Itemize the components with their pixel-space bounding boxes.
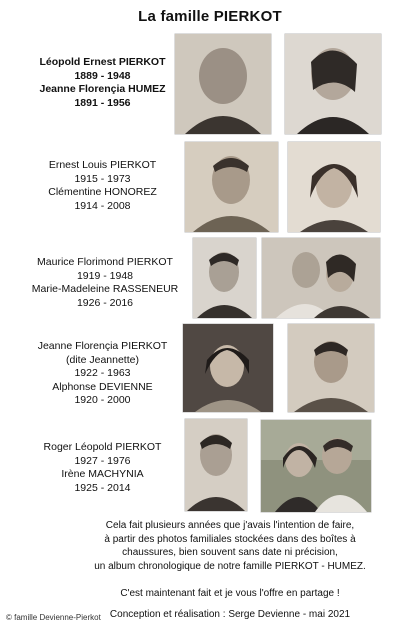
caption-line: Marie-Madeleine RASSENEUR	[31, 283, 179, 296]
caption-line: Maurice Florimond PIERKOT	[37, 256, 173, 268]
paragraph-line: un album chronologique de notre famille PIERKOT - HUMEZ.	[94, 560, 366, 572]
copyright-note: © famille Devienne-Pierkot	[6, 613, 101, 622]
credit-line: Conception et réalisation : Serge Devienne - mai 2021	[109, 609, 351, 620]
caption-line: Alphonse DEVIENNE	[52, 380, 153, 393]
portrait-photo-couple-outdoor	[261, 420, 371, 512]
caption-line: Jeanne Florençia HUMEZ	[39, 83, 166, 96]
portrait-photo-woman-profile	[285, 34, 381, 134]
caption-line: 1891 - 1956	[74, 96, 131, 109]
caption-line: 1925 - 2014	[74, 481, 131, 494]
generation-3-caption	[20, 256, 190, 310]
portrait-photo-man	[288, 324, 374, 412]
generation-2-caption	[20, 159, 185, 213]
caption-line: 1889 - 1948	[74, 69, 131, 82]
caption-line: Léopold Ernest PIERKOT	[39, 56, 166, 68]
caption-line: 1920 - 2000	[74, 394, 131, 407]
caption-line: 1914 - 2008	[74, 199, 131, 212]
portrait-photo-woman	[183, 324, 273, 412]
portrait-photo-soldier	[185, 142, 278, 232]
generation-5-caption	[20, 441, 185, 495]
generation-1-caption	[20, 56, 185, 110]
portrait-photo-man	[185, 419, 247, 511]
caption-line: Irène MACHYNIA	[61, 468, 144, 481]
portrait-photo-woman	[288, 142, 380, 232]
portrait-photo-man	[193, 238, 256, 318]
paragraph-line: Cela fait plusieurs années que j'avais l'intention de faire,	[105, 520, 355, 531]
paragraph-line: à partir des photos familiales stockées dans des boîtes à	[104, 533, 356, 545]
caption-line: Clémentine HONOREZ	[48, 186, 157, 199]
caption-line: (dite Jeannette)	[66, 353, 139, 366]
caption-line: 1926 - 2016	[76, 296, 134, 309]
page-title: La famille PIERKOT	[138, 8, 282, 25]
caption-line: Ernest Louis PIERKOT	[48, 159, 157, 171]
caption-line: Jeanne Florençia PIERKOT	[37, 340, 168, 352]
caption-line: 1919 - 1948	[76, 269, 134, 282]
generation-4-caption	[20, 340, 185, 408]
caption-line: 1927 - 1976	[74, 454, 131, 467]
offer-line: C'est maintenant fait et je vous l'offre en partage !	[120, 588, 340, 599]
caption-line: 1922 - 1963	[74, 367, 131, 380]
portrait-photo-couple	[262, 238, 380, 318]
paragraph-line: chaussures, bien souvent sans date ni précision,	[122, 547, 338, 559]
caption-line: Roger Léopold PIERKOT	[43, 441, 162, 453]
caption-line: 1915 - 1973	[74, 172, 131, 185]
intro-paragraph	[40, 519, 420, 573]
portrait-photo-man	[175, 34, 271, 134]
